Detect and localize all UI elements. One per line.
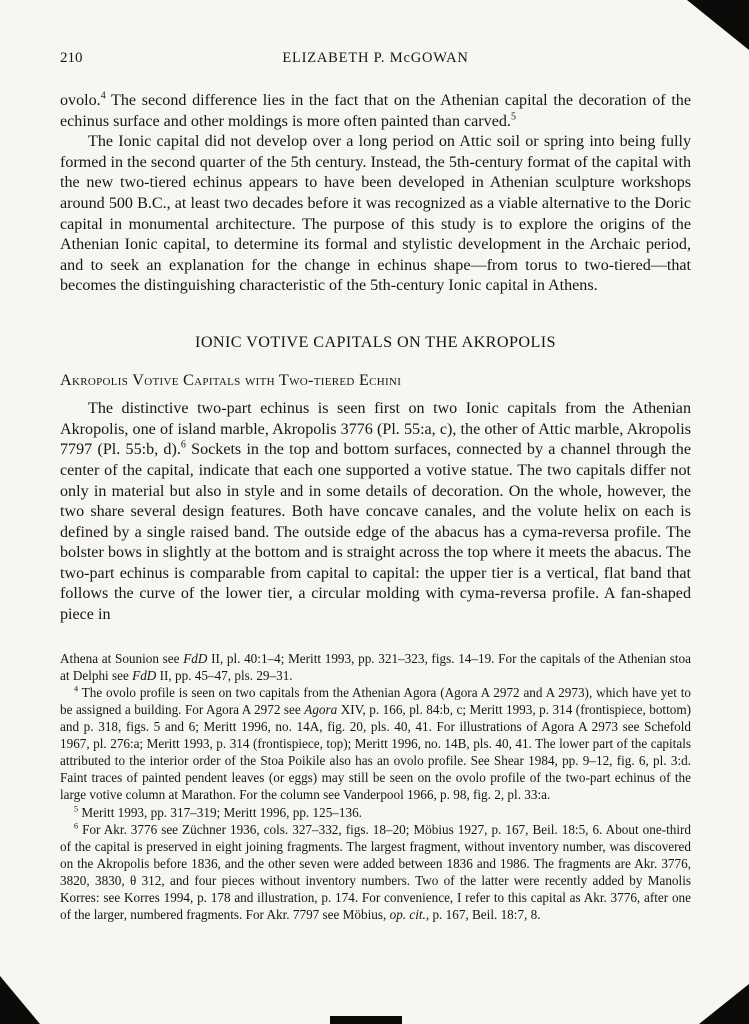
footnote-6 bbox=[60, 821, 691, 924]
scan-artifact-bottom-bar bbox=[330, 1016, 402, 1024]
footnote-text: XIV, p. 166, pl. 84:b, c; Meritt 1993, p. 314 (frontispiece, bottom) and p. 318, figs. 5 and 6; Meritt 1996, no. 14A, fig. 20, pls. 40, 41. For illustrations of Agora A 2973 see Schefold 1967, pl. 276:a; Meritt 1993, p. 314 (frontispiece, top); Meritt 1996, no. 14B, pls. 40, 41. The lower part of the capitals attributed to the interior order of the Stoa Poikile also has an ovolo profile. See Shear 1984, pp. 9–12, fig. 6, pl. 3:d. Faint traces of painted pendent leaves (or eggs) may still be seen on the ovolo profile of the two-part echinus of the large votive column at Marathon. For the column see Vanderpool 1966, p. 98, fig. 2, pl. 33:a. bbox=[60, 701, 691, 803]
footnote-4 bbox=[60, 684, 691, 804]
footnote-text-italic: op. cit. bbox=[389, 907, 426, 923]
footnote-number: 5 bbox=[74, 804, 79, 814]
paragraph-continuation bbox=[60, 91, 691, 132]
scan-artifact-top-right-corner bbox=[687, 0, 749, 50]
footnote-5 bbox=[60, 804, 691, 821]
footnote-ref-4: 4 bbox=[100, 90, 106, 102]
footnotes-block bbox=[60, 650, 691, 924]
scan-artifact-bottom-left-corner bbox=[0, 976, 40, 1024]
paragraph-text: The second difference lies in the fact that on the Athenian capital the decoration of the echinus surface and other moldings is more often painted than carved. bbox=[60, 92, 691, 130]
main-text bbox=[60, 91, 691, 626]
footnote-text-italic: Agora bbox=[304, 701, 338, 717]
paragraph: The Ionic capital did not develop over a long period on Attic soil or spring into being fully formed in the second quarter of the 5th century. Instead, the 5th-century format of the capital with the new two-tiered echinus appears to have been developed in Athenian sculpture workshops around 500 B.C., at least two decades before it was recognized as a viable alternative to the Doric capital in monumental architecture. The purpose of this study is to explore the origins of the Athenian Ionic capital, to determine its formal and stylistic development in the Archaic period, and to seek an explanation for the change in echinus shape—from torus to two-tiered—that becomes the distinguishing characteristic of the 5th-century Ionic capital in Athens. bbox=[60, 133, 691, 295]
footnote-text: Meritt 1993, pp. 317–319; Meritt 1996, pp. 125–136. bbox=[78, 804, 362, 820]
paragraph-text: The distinctive two-part echinus is seen first on two Ionic capitals from the Athenian Akropolis, one of island marble, Akropolis 3776 (Pl. 55:a, c), the other of Attic marble, Akropolis 7797 (Pl. 55:b, d). bbox=[60, 400, 691, 459]
footnote-text: II, pl. 40:1–4; Meritt 1993, pp. 321–323, figs. 14–19. For the capitals of the Athenian stoa at Delphi see bbox=[60, 650, 691, 683]
subsection-heading: Akropolis Votive Capitals with Two-tiered Echini bbox=[60, 370, 402, 389]
footnote-continuation bbox=[60, 650, 691, 684]
footnote-number: 6 bbox=[74, 821, 79, 831]
page bbox=[60, 50, 691, 923]
section-heading: IONIC VOTIVE CAPITALS ON THE AKROPOLIS bbox=[195, 332, 556, 351]
page-header bbox=[60, 50, 691, 70]
paragraph bbox=[60, 399, 691, 626]
footnote-ref-5: 5 bbox=[510, 111, 516, 123]
footnote-ref-6: 6 bbox=[180, 439, 186, 451]
paragraph-text: ovolo. bbox=[60, 92, 101, 109]
footnote-number: 4 bbox=[74, 684, 79, 694]
footnote-text: II, pp. 45–47, pls. 29–31. bbox=[156, 667, 293, 683]
paragraph-text: Sockets in the top and bottom surfaces, connected by a channel through the center of the capital, indicate that each one supported a votive statue. The two capitals differ not only in material but also in style and in some details of decoration. On the whole, however, the two share several design features. Both have concave canales, and the volute helix on each is defined by a single raised band. The outside edge of the abacus has a cyma-reversa profile. The bolster bows in slightly at the bottom and is straight across the top where it meets the abacus. The two-part echinus is comparable from capital to capital: the upper tier is a vertical, flat band that follows the curve of the lower tier, a circular molding with cyma-reversa profile. A fan-shaped piece in bbox=[60, 441, 691, 624]
footnote-text: Athena at Sounion see bbox=[60, 650, 184, 666]
footnote-text-italic: FdD bbox=[183, 650, 208, 666]
footnote-text: , p. 167, Beil. 18:7, 8. bbox=[425, 907, 541, 923]
running-head: ELIZABETH P. McGOWAN bbox=[282, 50, 469, 66]
footnote-text: For Akr. 3776 see Züchner 1936, cols. 327–332, figs. 18–20; Möbius 1927, p. 167, Beil. 18:5, 6. About one-third of the capital is preserved in eight joining fragments. The largest fragment, without inventory number, was discovered on the Akropolis before 1836, and the other seven were added between 1836 and 1986. The fragments are Akr. 3776, 3820, 3830, θ 312, and four pieces without inventory numbers. Two of the latter were recently added by Manolis Korres: see Korres 1994, p. 178 and illustration, p. 174. For convenience, I refer to this capital as Akr. 3776, after one of the larger, numbered fragments. For Akr. 7797 see Möbius, bbox=[60, 821, 691, 923]
footnote-text-italic: FdD bbox=[132, 667, 157, 683]
page-number: 210 bbox=[60, 50, 83, 66]
scan-artifact-bottom-right-corner bbox=[699, 984, 749, 1024]
footnote-text: The ovolo profile is seen on two capitals from the Athenian Agora (Agora A 2972 and A 2973), which have yet to be assigned a building. For Agora A 2972 see bbox=[60, 684, 691, 717]
